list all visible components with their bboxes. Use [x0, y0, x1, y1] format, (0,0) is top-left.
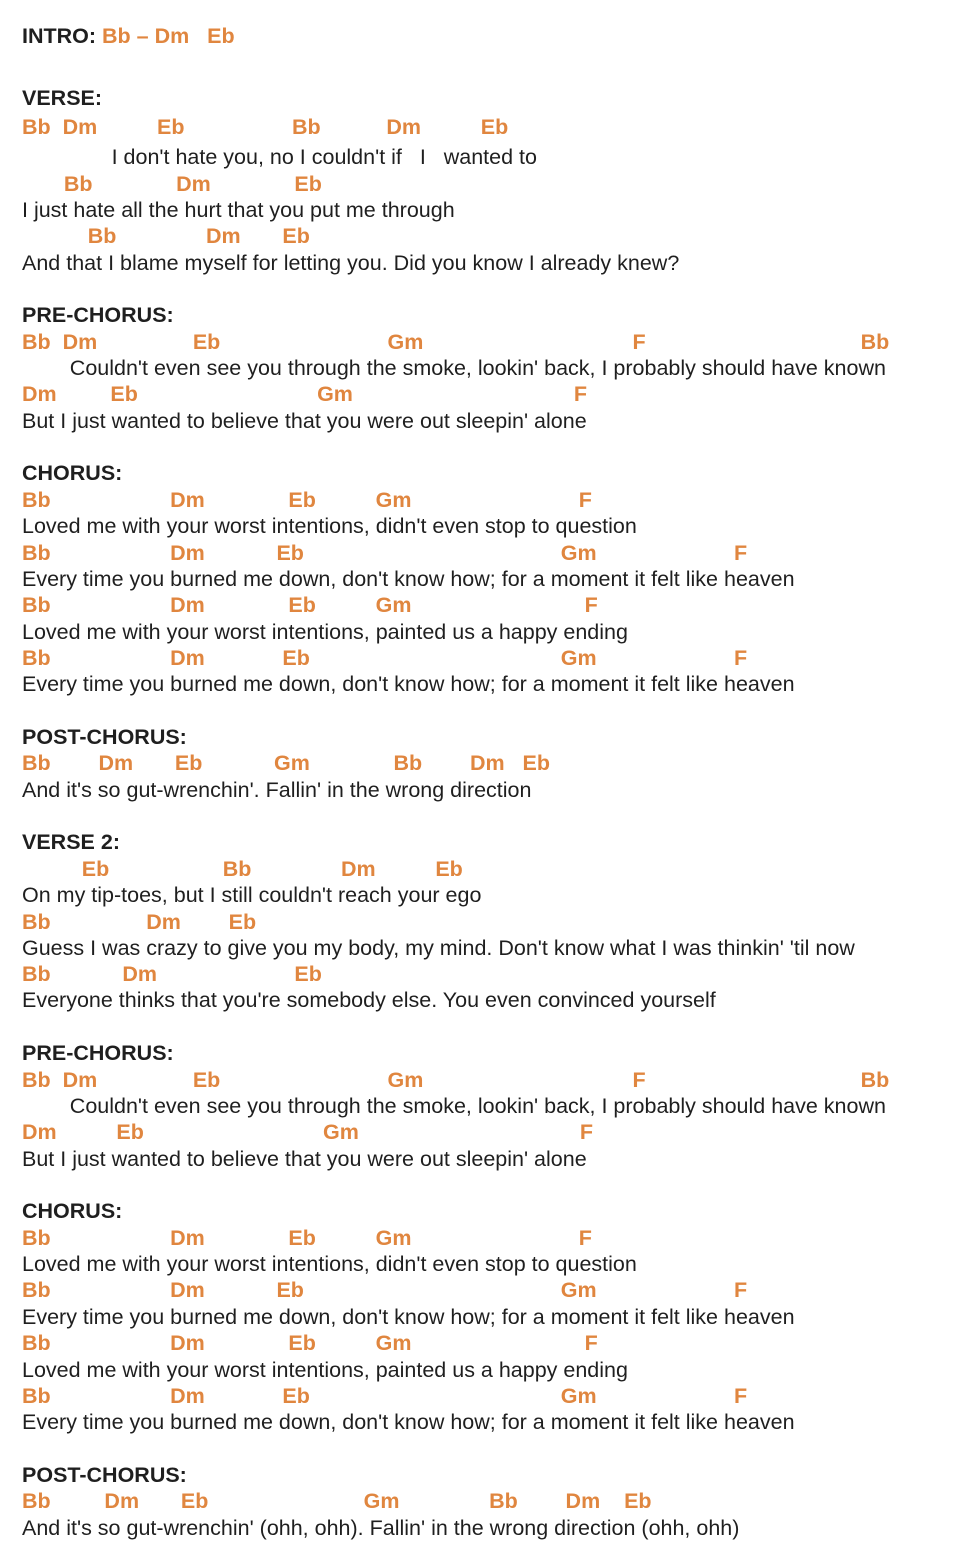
- chord-line: Dm Eb Gm F: [22, 382, 588, 406]
- chord-line: Bb Dm Eb Gm F: [22, 646, 748, 670]
- lyric-line: Couldn't even see you through the smoke, lookin' back, I probably should have known: [22, 1094, 886, 1118]
- section-header: PRE-CHORUS:: [22, 303, 174, 327]
- lyric-line: Every time you burned me down, don't know how; for a moment it felt like heaven: [22, 672, 795, 696]
- chord-line: Bb Dm Eb Bb Dm Eb: [22, 115, 509, 139]
- chord-line: Bb Dm Eb: [22, 962, 322, 986]
- chord-line: Bb Dm Eb Gm F Bb: [22, 330, 890, 354]
- lyric-line: Every time you burned me down, don't know how; for a moment it felt like heaven: [22, 1410, 795, 1434]
- chord-line: Bb Dm Eb: [22, 910, 257, 934]
- lyric-line: And that I blame myself for letting you. Did you know I already knew?: [22, 251, 680, 275]
- lyric-line: Everyone thinks that you're somebody else. You even convinced yourself: [22, 988, 716, 1012]
- chord-line: Dm Eb Gm F: [22, 1120, 594, 1144]
- intro-line: [22, 24, 235, 48]
- chord-line: Bb Dm Eb Gm F: [22, 1226, 592, 1250]
- lyric-line: Guess I was crazy to give you my body, my mind. Don't know what I was thinkin' 'til now: [22, 936, 855, 960]
- lyric-line: I just hate all the hurt that you put me through: [22, 198, 455, 222]
- section-header: POST-CHORUS:: [22, 1463, 187, 1487]
- lyric-line: Loved me with your worst intentions, didn't even stop to question: [22, 1252, 637, 1276]
- lyric-line: Loved me with your worst intentions, didn't even stop to question: [22, 514, 637, 538]
- chord-line: Bb Dm Eb Gm Bb Dm Eb: [22, 751, 551, 775]
- lyric-line: On my tip-toes, but I still couldn't reach your ego: [22, 883, 482, 907]
- chord-line: Bb Dm Eb Gm F: [22, 1278, 748, 1302]
- section-header-verse: VERSE:: [22, 86, 103, 110]
- section-header: CHORUS:: [22, 461, 123, 485]
- chord-line: Eb Bb Dm Eb: [22, 857, 463, 881]
- lyric-line: Every time you burned me down, don't know how; for a moment it felt like heaven: [22, 567, 795, 591]
- section-header: VERSE 2:: [22, 830, 120, 854]
- chord-line: Bb Dm Eb Gm Bb Dm Eb: [22, 1489, 652, 1513]
- lyric-line: Loved me with your worst intentions, painted us a happy ending: [22, 620, 628, 644]
- lyric-line: And it's so gut-wrenchin' (ohh, ohh). Fallin' in the wrong direction (ohh, ohh): [22, 1516, 740, 1540]
- intro-label: INTRO:: [22, 24, 103, 48]
- intro-chords: Bb – Dm Eb: [102, 24, 235, 48]
- lyric-line: And it's so gut-wrenchin'. Fallin' in the wrong direction: [22, 778, 532, 802]
- section-header: POST-CHORUS:: [22, 725, 187, 749]
- lyric-line: I don't hate you, no I couldn't if I wanted to: [22, 145, 537, 169]
- lyric-line: But I just wanted to believe that you were out sleepin' alone: [22, 1147, 587, 1171]
- chord-line: Bb Dm Eb: [22, 172, 322, 196]
- chord-line: Bb Dm Eb Gm F: [22, 1384, 748, 1408]
- lyric-line: Couldn't even see you through the smoke, lookin' back, I probably should have known: [22, 356, 886, 380]
- section-header: PRE-CHORUS:: [22, 1041, 174, 1065]
- chord-line: Bb Dm Eb: [22, 224, 310, 248]
- chord-line: Bb Dm Eb Gm F: [22, 1331, 598, 1355]
- lyric-line: But I just wanted to believe that you were out sleepin' alone: [22, 409, 587, 433]
- chord-line: Bb Dm Eb Gm F: [22, 541, 748, 565]
- section-header: CHORUS:: [22, 1199, 123, 1223]
- chord-line: Bb Dm Eb Gm F: [22, 593, 598, 617]
- lyric-line: Loved me with your worst intentions, painted us a happy ending: [22, 1358, 628, 1382]
- lyric-line: Every time you burned me down, don't know how; for a moment it felt like heaven: [22, 1305, 795, 1329]
- chord-line: Bb Dm Eb Gm F: [22, 488, 592, 512]
- chord-line: Bb Dm Eb Gm F Bb: [22, 1068, 890, 1092]
